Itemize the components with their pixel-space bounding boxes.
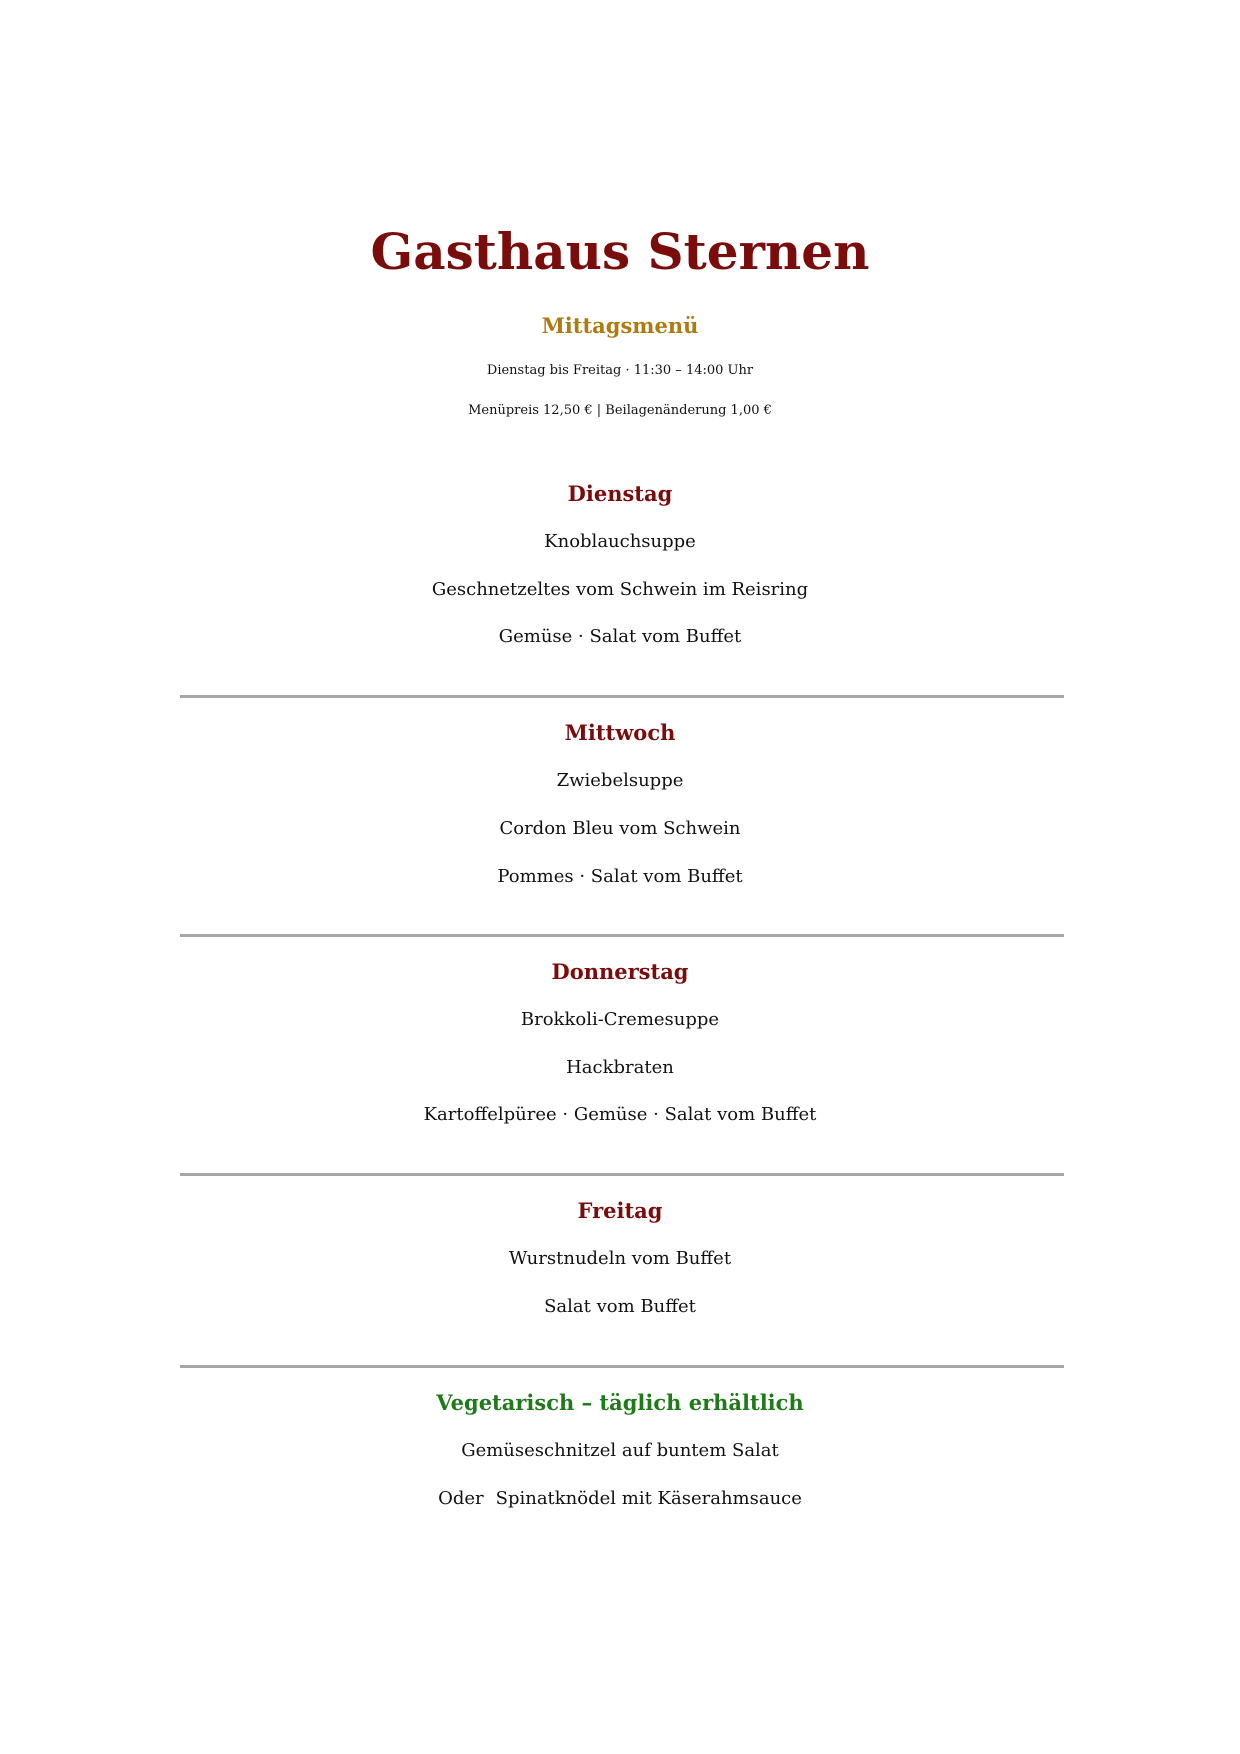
menu-item: Knoblauchsuppe [544,531,696,552]
menu-item: Brokkoli-Cremesuppe [520,1009,720,1030]
section-divider [180,934,1064,937]
vegetarian-item: Spinatknödel mit Käserahmsauce [495,1488,802,1509]
section-divider [180,1365,1064,1368]
menu-item: Pommes · Salat vom Buffet [497,866,743,887]
menu-item: Wurstnudeln vom Buffet [508,1248,732,1269]
menu-item: Salat vom Buffet [544,1296,696,1317]
menu-subtitle: Mittagsmenü [541,313,699,338]
menu-item: Cordon Bleu vom Schwein [499,818,741,839]
menu-item: Zwiebelsuppe [556,770,684,791]
menu-item: Geschnetzeltes vom Schwein im Reisring [431,579,809,600]
price-info: Menüpreis 12,50 € | Beilagenänderung 1,00 € [468,403,772,418]
section-divider [180,695,1064,698]
menu-item: Hackbraten [566,1057,674,1078]
menu-item: Gemüse · Salat vom Buffet [498,626,742,647]
section-divider [180,1173,1064,1176]
or-label: Oder [438,1488,484,1509]
day-heading-donnerstag: Donnerstag [551,959,689,984]
vegetarian-item: Gemüseschnitzel auf buntem Salat [461,1440,779,1461]
restaurant-title: Gasthaus Sternen [370,222,870,281]
day-heading-mittwoch: Mittwoch [564,720,676,745]
vegetarian-alternative [0,1486,1240,1512]
vegetarian-heading: Vegetarisch – täglich erhältlich [436,1390,804,1415]
menu-item: Kartoffelpüree · Gemüse · Salat vom Buffet [423,1104,817,1125]
day-heading-freitag: Freitag [577,1198,663,1223]
opening-hours: Dienstag bis Freitag · 11:30 – 14:00 Uhr [486,363,754,378]
day-heading-dienstag: Dienstag [567,481,673,506]
